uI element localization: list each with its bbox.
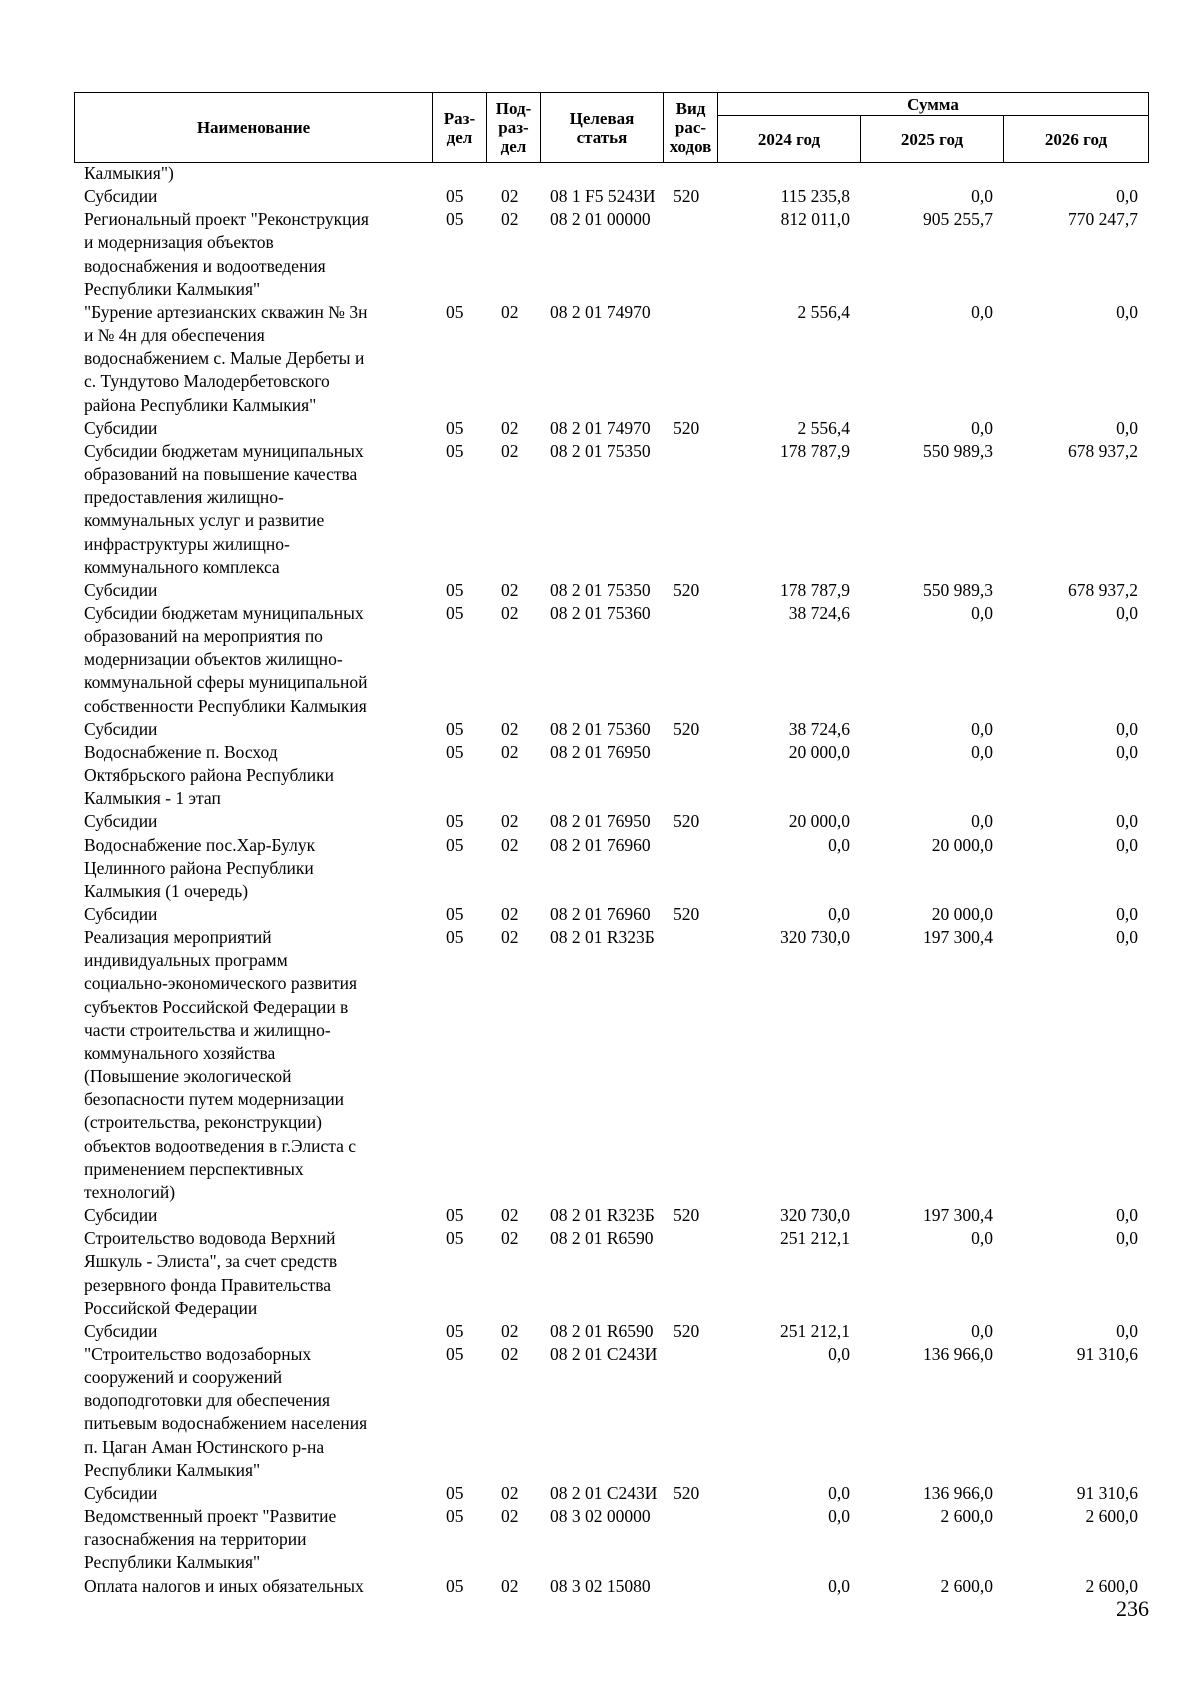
row-value-2026: 0,0 [1116,904,1138,924]
row-subsection: 02 [501,209,519,230]
row-section: 05 [446,209,464,230]
row-name: "Бурение артезианских скважин № 3н и № 4н для обеспечения водоснабжением с. Малые Дербеты и с. Тундутово Малодербетовского района Республики Калмыкия" [84,301,368,415]
row-value-2026: 0,0 [1116,718,1138,739]
row-value-2026: 0,0 [1116,1205,1138,1226]
row-subsection: 02 [501,602,519,623]
row-value-2024: 0,0 [828,1482,850,1503]
table-row [74,810,1148,833]
row-expense-type [663,440,717,579]
row-expense-type [663,1227,717,1320]
row-section: 05 [446,834,464,855]
row-value-2024: 251 212,1 [780,1320,850,1341]
row-value-2024: 0,0 [828,834,850,855]
row-expense-type [663,1505,717,1574]
row-name: Реализация мероприятий индивидуальных программ социально-экономического развития субъектов Российской Федерации в части строительства и жилищно- коммунального хозяйства (Повышение экологической безопасности путем модернизации (строительства, реконструкции) объектов водоотведения в г.Элиста с применением перспективных технологий) [84,927,358,1202]
row-value-2024: 20 000,0 [788,741,850,762]
header-sum: Сумма [718,93,1149,116]
row-name: Субсидии бюджетам муниципальных образований на мероприятия по модернизации объектов жилищно- коммунальной сферы муниципальной собственности Республики Калмыкия [84,602,368,716]
table-row [74,1505,1148,1574]
row-value-2024: 0,0 [828,1506,850,1527]
row-article: 08 2 01 76950 [550,741,651,762]
row-name: Субсидии [84,811,158,832]
row-name: Строительство водовода Верхний Яшкуль - Элиста", за счет средств резервного фонда Правительства Российской Федерации [84,1228,338,1318]
row-value-2026: 678 937,2 [1068,440,1138,461]
row-subsection: 02 [501,904,519,924]
row-article: 08 2 01 74970 [550,301,651,322]
row-subsection: 02 [501,186,519,207]
row-value-2025: 2 600,0 [940,1575,993,1596]
row-value-2024: 178 787,9 [780,579,850,600]
row-subsection: 02 [501,811,519,832]
row-value-2024 [717,162,860,185]
row-value-2026: 0,0 [1116,1320,1138,1341]
row-value-2026 [1003,162,1148,185]
row-value-2025: 2 600,0 [940,1506,993,1527]
row-subsection: 02 [501,1482,519,1503]
row-name: Субсидии [84,904,158,924]
table-row [74,602,1148,718]
row-section: 05 [446,1205,464,1226]
row-expense-type [663,602,717,718]
row-article: 08 2 01 R6590 [550,1228,654,1249]
row-subsection: 02 [501,1343,519,1364]
table-row [74,834,1148,903]
row-value-2025: 0,0 [971,1228,993,1249]
row-article: 08 2 01 75350 [550,579,651,600]
table-row [74,1343,1148,1482]
row-value-2024: 38 724,6 [788,718,850,739]
row-value-2024: 20 000,0 [788,811,850,832]
row-value-2026: 678 937,2 [1068,579,1138,600]
table-row [74,741,1148,810]
row-name: Водоснабжение п. Восход Октябрьского района Республики Калмыкия - 1 этап [84,741,334,809]
table-row [74,208,1148,301]
row-subsection: 02 [501,1575,519,1596]
row-value-2024: 0,0 [828,904,850,924]
row-section: 05 [446,440,464,461]
row-name: Субсидии [84,1205,158,1226]
row-article: 08 2 01 00000 [550,209,651,230]
row-section: 05 [446,741,464,762]
row-value-2024: 320 730,0 [780,927,850,948]
row-value-2025: 0,0 [971,301,993,322]
row-name: Оплата налогов и иных обязательных [84,1575,364,1596]
row-section [432,162,486,185]
row-article: 08 2 01 С243И [550,1343,658,1364]
row-value-2024: 178 787,9 [780,440,850,461]
row-article: 08 2 01 74970 [550,417,651,438]
table-row [74,1575,1148,1598]
row-article: 08 2 01 R6590 [550,1320,654,1341]
row-value-2025: 0,0 [971,741,993,762]
row-article: 08 2 01 76960 [550,904,651,924]
table-row [74,926,1148,1204]
row-value-2025: 0,0 [971,186,993,207]
header-article: Целевая статья [541,93,664,163]
row-name: Калмыкия") [84,163,174,183]
row-value-2025: 905 255,7 [923,209,993,230]
row-name: Ведомственный проект "Развитие газоснабжения на территории Республики Калмыкия" [84,1506,337,1573]
row-expense-type [663,1575,717,1598]
row-name: Субсидии [84,579,158,600]
row-section: 05 [446,1320,464,1341]
row-value-2026: 91 310,6 [1076,1482,1138,1503]
row-article: 08 1 F5 5243И [550,186,656,207]
row-value-2025: 0,0 [971,718,993,739]
row-value-2026: 0,0 [1116,602,1138,623]
row-subsection: 02 [501,1506,519,1527]
row-value-2026: 0,0 [1116,834,1138,855]
header-subsection: Под- раз- дел [487,93,541,163]
row-section: 05 [446,927,464,948]
table-row [74,579,1148,602]
row-value-2026: 0,0 [1116,1228,1138,1249]
row-value-2025: 0,0 [971,602,993,623]
row-value-2024: 812 011,0 [780,209,850,230]
row-subsection: 02 [501,440,519,461]
row-section: 05 [446,1506,464,1527]
row-value-2025 [860,162,1003,185]
row-expense-type [663,741,717,810]
row-name: Водоснабжение пос.Хар-Булук Целинного района Республики Калмыкия (1 очередь) [84,834,316,901]
row-value-2024: 251 212,1 [780,1228,850,1249]
row-name: Субсидии [84,1482,158,1503]
row-name: Региональный проект "Реконструкция и модернизация объектов водоснабжения и водоотведения Республики Калмыкия" [84,209,369,299]
row-article: 08 2 01 R323Б [550,1205,655,1226]
row-section: 05 [446,602,464,623]
row-value-2025: 136 966,0 [923,1482,993,1503]
row-section: 05 [446,579,464,600]
row-name: Субсидии бюджетам муниципальных образований на повышение качества предоставления жилищно- коммунальных услуг и развитие инфраструктуры жилищно- коммунального комплекса [84,440,364,577]
row-section: 05 [446,417,464,438]
row-subsection: 02 [501,417,519,438]
row-value-2025: 0,0 [971,811,993,832]
row-name: Субсидии [84,1320,158,1341]
row-expense-type: 520 [673,1320,700,1341]
row-subsection: 02 [501,741,519,762]
row-name: Субсидии [84,718,158,739]
row-value-2025: 20 000,0 [931,834,993,855]
row-expense-type [663,926,717,1204]
row-expense-type: 520 [673,579,700,600]
table-row [74,301,1148,417]
row-value-2026: 2 600,0 [1085,1575,1138,1596]
row-expense-type [663,208,717,301]
table-row [74,1204,1148,1227]
row-expense-type [663,301,717,417]
table-header [74,92,1149,163]
row-value-2025: 197 300,4 [923,927,993,948]
row-name: Субсидии [84,186,158,207]
row-article: 08 2 01 R323Б [550,927,655,948]
table-row [74,718,1148,741]
row-subsection: 02 [501,834,519,855]
row-value-2026: 2 600,0 [1085,1506,1138,1527]
row-expense-type: 520 [673,1482,700,1503]
row-value-2025: 20 000,0 [931,904,993,924]
table-row [74,903,1148,926]
row-section: 05 [446,301,464,322]
row-name: Субсидии [84,417,158,438]
row-value-2026: 0,0 [1116,811,1138,832]
row-name: "Строительство водозаборных сооружений и сооружений водоподготовки для обеспечения питьевым водоснабжением населения п. Цаган Аман Юстинского р-на Республики Калмыкия" [84,1343,368,1480]
header-2026: 2026 год [1004,116,1149,163]
row-article: 08 2 01 76950 [550,811,651,832]
row-subsection: 02 [501,927,519,948]
row-expense-type [663,162,717,185]
row-section: 05 [446,1228,464,1249]
row-subsection: 02 [501,1228,519,1249]
header-2024: 2024 год [718,116,861,163]
page-number: 236 [1116,1596,1149,1621]
row-value-2025: 0,0 [971,1320,993,1341]
row-section: 05 [446,904,464,924]
row-value-2024: 2 556,4 [797,301,850,322]
row-expense-type: 520 [673,186,700,207]
row-article: 08 2 01 76960 [550,834,651,855]
row-section: 05 [446,1343,464,1364]
row-value-2026: 0,0 [1116,741,1138,762]
row-value-2026: 0,0 [1116,927,1138,948]
row-value-2025: 550 989,3 [923,579,993,600]
row-value-2025: 136 966,0 [923,1343,993,1364]
row-section: 05 [446,1575,464,1596]
budget-table [74,162,1148,1598]
row-article: 08 2 01 75360 [550,718,651,739]
row-expense-type: 520 [673,904,700,924]
row-value-2025: 550 989,3 [923,440,993,461]
row-value-2026: 0,0 [1116,417,1138,438]
row-expense-type: 520 [673,1205,700,1226]
row-subsection: 02 [501,301,519,322]
table-row [74,1320,1148,1343]
row-expense-type: 520 [673,718,700,739]
row-article: 08 2 01 75360 [550,602,651,623]
row-value-2024: 0,0 [828,1343,850,1364]
row-expense-type [663,834,717,903]
row-value-2024: 115 235,8 [780,186,850,207]
table-row [74,1227,1148,1320]
row-section: 05 [446,186,464,207]
table-row [74,440,1148,579]
header-name: Наименование [75,93,433,163]
row-value-2024: 38 724,6 [788,602,850,623]
row-subsection: 02 [501,1320,519,1341]
row-article [540,162,663,185]
row-value-2025: 0,0 [971,417,993,438]
row-expense-type [663,1343,717,1482]
row-article: 08 2 01 С243И [550,1482,658,1503]
table-row [74,1482,1148,1505]
row-value-2026: 0,0 [1116,301,1138,322]
row-article: 08 2 01 75350 [550,440,651,461]
header-expense-type: Вид рас- ходов [664,93,718,163]
row-subsection: 02 [501,579,519,600]
row-expense-type: 520 [673,417,700,438]
row-article: 08 3 02 00000 [550,1506,651,1527]
row-expense-type: 520 [673,811,700,832]
header-2025: 2025 год [861,116,1004,163]
table-row [74,162,1148,185]
row-value-2026: 0,0 [1116,186,1138,207]
row-value-2024: 2 556,4 [797,417,850,438]
row-article: 08 3 02 15080 [550,1575,651,1596]
header-section: Раз- дел [433,93,487,163]
row-subsection: 02 [501,718,519,739]
row-section: 05 [446,1482,464,1503]
row-value-2026: 770 247,7 [1068,209,1138,230]
row-value-2024: 320 730,0 [780,1205,850,1226]
row-value-2025: 197 300,4 [923,1205,993,1226]
table-row [74,417,1148,440]
row-value-2024: 0,0 [828,1575,850,1596]
row-section: 05 [446,811,464,832]
row-subsection: 02 [501,1205,519,1226]
row-section: 05 [446,718,464,739]
row-value-2026: 91 310,6 [1076,1343,1138,1364]
table-row [74,185,1148,208]
row-subsection [486,162,540,185]
